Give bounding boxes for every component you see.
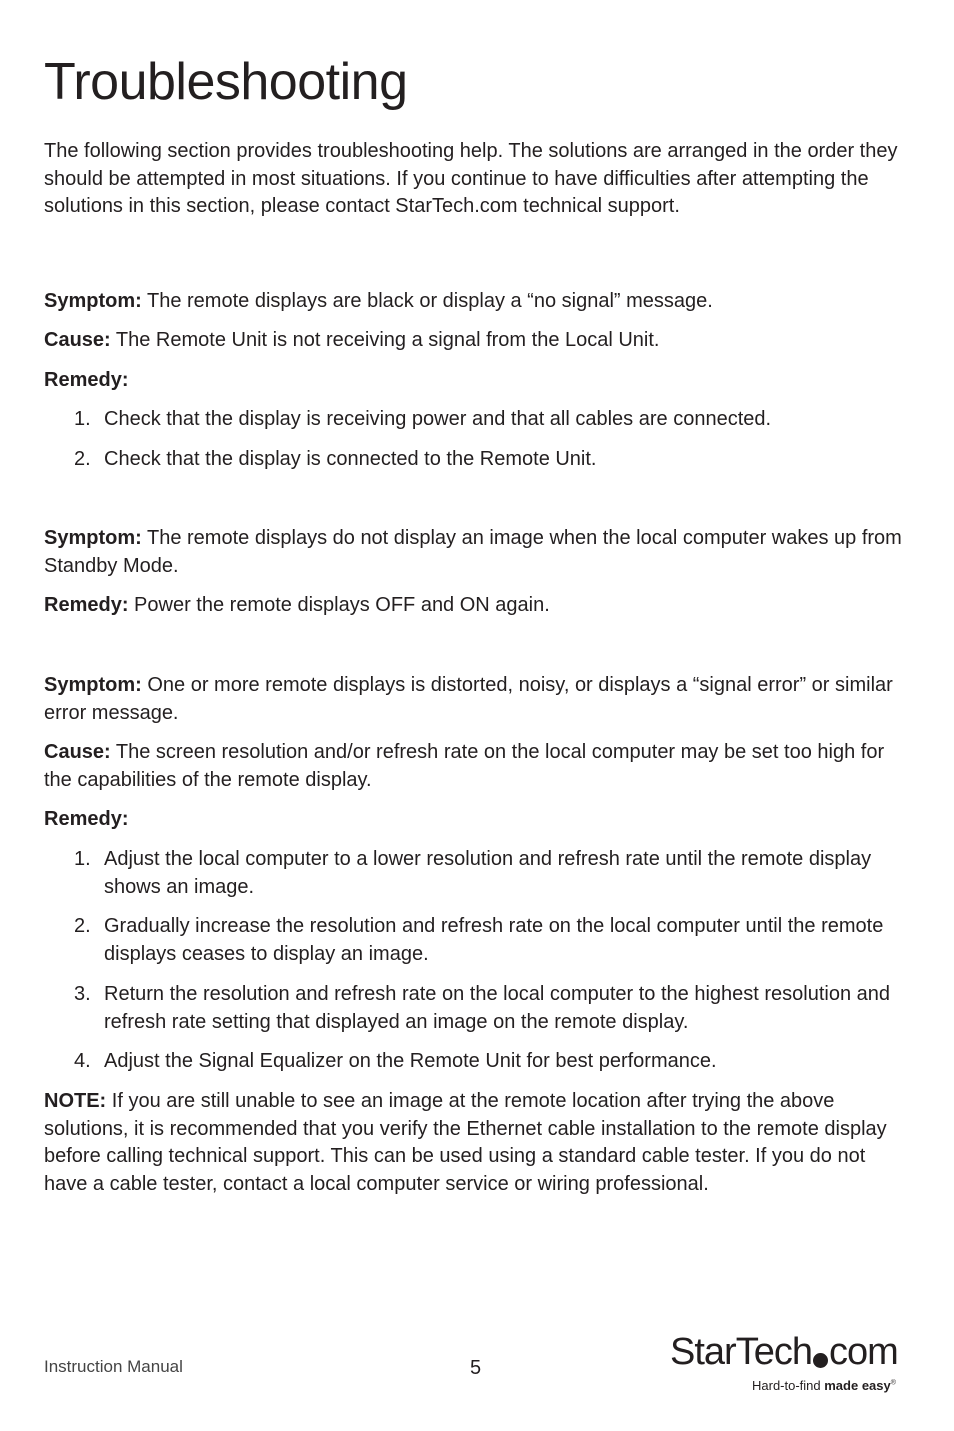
logo-dot-icon bbox=[813, 1353, 828, 1368]
list-text: Gradually increase the resolution and refresh rate on the local computer until the remote displays ceases to display an image. bbox=[104, 915, 884, 965]
list-text: Adjust the local computer to a lower resolution and refresh rate until the remote display shows an image. bbox=[104, 848, 872, 898]
symptom-label: Symptom: bbox=[44, 527, 142, 549]
logo-wordmark bbox=[670, 1330, 898, 1374]
footer-manual-label: Instruction Manual bbox=[44, 1357, 183, 1376]
note-label: NOTE: bbox=[44, 1090, 107, 1112]
list-item bbox=[74, 446, 910, 474]
symptom-label: Symptom: bbox=[44, 674, 142, 696]
cause-text: The Remote Unit is not receiving a signal from the Local Unit. bbox=[115, 329, 660, 351]
list-item bbox=[74, 981, 910, 1036]
logo-brand: StarTech bbox=[670, 1331, 812, 1373]
list-number: 1. bbox=[74, 408, 91, 430]
cause-label: Cause: bbox=[44, 741, 111, 763]
issue-3-symptom bbox=[44, 672, 910, 727]
symptom-label: Symptom: bbox=[44, 290, 142, 312]
list-number: 3. bbox=[74, 983, 91, 1005]
intro-paragraph: The following section provides troubleshooting help. The solutions are arranged in the order they should be attempted in most situations. If you continue to have difficulties after attempting the solutions in this section, please contact StarTech.com technical support. bbox=[44, 140, 898, 217]
list-text: Check that the display is connected to the Remote Unit. bbox=[104, 448, 597, 470]
list-item bbox=[74, 406, 910, 434]
logo-suffix: com bbox=[828, 1331, 898, 1373]
list-number: 1. bbox=[74, 848, 91, 870]
remedy-label: Remedy: bbox=[44, 594, 129, 616]
list-number: 4. bbox=[74, 1050, 91, 1072]
list-number: 2. bbox=[74, 448, 91, 470]
issue-1-symptom bbox=[44, 288, 910, 316]
list-text: Check that the display is receiving power and that all cables are connected. bbox=[104, 408, 772, 430]
page-number: 5 bbox=[470, 1357, 482, 1379]
list-number: 2. bbox=[74, 915, 91, 937]
list-text: Return the resolution and refresh rate on the local computer to the highest resolution and refresh rate setting that displayed an image on the remote display. bbox=[104, 983, 891, 1033]
registered-mark: ® bbox=[890, 1379, 896, 1387]
remedy-text: Power the remote displays OFF and ON again. bbox=[134, 594, 550, 616]
tagline-plain: Hard-to-find bbox=[752, 1378, 825, 1393]
issue-2-remedy bbox=[44, 592, 910, 620]
symptom-text: The remote displays do not display an image when the local computer wakes up from Standby Mode. bbox=[44, 527, 902, 577]
list-text: Adjust the Signal Equalizer on the Remote Unit for best performance. bbox=[104, 1050, 717, 1072]
note-paragraph bbox=[44, 1088, 910, 1198]
symptom-text: The remote displays are black or display a “no signal” message. bbox=[147, 290, 713, 312]
cause-text: The screen resolution and/or refresh rate on the local computer may be set too high for the capabilities of the remote display. bbox=[44, 741, 885, 791]
note-text: If you are still unable to see an image at the remote location after trying the above solutions, it is recommended that you verify the Ethernet cable installation to the remote display before calling technical support. This can be used using a standard cable tester. If you do not have a cable tester, contact a local computer service or wiring professional. bbox=[44, 1090, 887, 1195]
issue-3-cause bbox=[44, 739, 910, 794]
list-item bbox=[74, 846, 910, 901]
issue-2-symptom bbox=[44, 525, 910, 580]
issue-1-cause bbox=[44, 327, 910, 355]
list-item bbox=[74, 1048, 910, 1076]
list-item bbox=[74, 913, 910, 968]
startech-logo bbox=[670, 1330, 920, 1400]
tagline-bold: made easy bbox=[824, 1378, 891, 1393]
issue-1-remedy-label: Remedy: bbox=[44, 369, 129, 391]
page-title: Troubleshooting bbox=[44, 53, 408, 111]
cause-label: Cause: bbox=[44, 329, 111, 351]
symptom-text: One or more remote displays is distorted, noisy, or displays a “signal error” or similar error message. bbox=[44, 674, 893, 724]
issue-3-remedy-label: Remedy: bbox=[44, 808, 129, 830]
logo-tagline bbox=[752, 1378, 896, 1393]
